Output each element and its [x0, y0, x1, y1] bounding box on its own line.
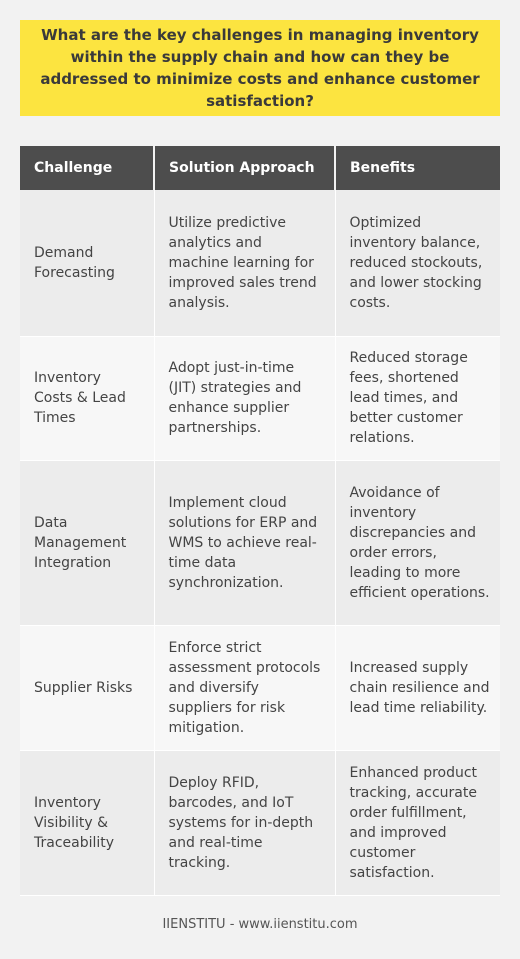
- cell-benefits: Optimized inventory balance, reduced stockouts, and lower stocking costs.: [335, 190, 500, 336]
- cell-solution: Deploy RFID, barcodes, and IoT systems for in-depth and real-time tracking.: [154, 750, 335, 895]
- table-row: [20, 625, 500, 750]
- header-benefits: Benefits: [335, 146, 500, 190]
- cell-solution: Implement cloud solutions for ERP and WMS to achieve real-time data synchronization.: [154, 460, 335, 625]
- title-banner: [20, 20, 500, 116]
- cell-challenge: Demand Forecasting: [20, 190, 154, 336]
- cell-benefits: Avoidance of inventory discrepancies and order errors, leading to more efficient operations.: [335, 460, 500, 625]
- challenges-table: [20, 146, 500, 896]
- table-row: [20, 750, 500, 895]
- cell-benefits: Enhanced product tracking, accurate order fulfillment, and improved customer satisfaction.: [335, 750, 500, 895]
- header-solution: Solution Approach: [154, 146, 335, 190]
- page-title: What are the key challenges in managing inventory within the supply chain and how can they be addressed to minimize costs and enhance customer satisfaction?: [40, 26, 480, 110]
- cell-solution: Adopt just-in-time (JIT) strategies and enhance supplier partnerships.: [154, 336, 335, 460]
- cell-solution: Enforce strict assessment protocols and diversify suppliers for risk mitigation.: [154, 625, 335, 750]
- cell-challenge: Inventory Costs & Lead Times: [20, 336, 154, 460]
- table-row: [20, 460, 500, 625]
- footer-credit: IIENSTITU - www.iienstitu.com: [162, 917, 358, 932]
- cell-solution: Utilize predictive analytics and machine learning for improved sales trend analysis.: [154, 190, 335, 336]
- cell-challenge: Inventory Visibility & Traceability: [20, 750, 154, 895]
- cell-challenge: Supplier Risks: [20, 625, 154, 750]
- cell-challenge: Data Management Integration: [20, 460, 154, 625]
- table-header-row: [20, 146, 500, 190]
- table-row: [20, 336, 500, 460]
- cell-benefits: Reduced storage fees, shortened lead times, and better customer relations.: [335, 336, 500, 460]
- cell-benefits: Increased supply chain resilience and lead time reliability.: [335, 625, 500, 750]
- header-challenge: Challenge: [20, 146, 154, 190]
- table-row: [20, 190, 500, 336]
